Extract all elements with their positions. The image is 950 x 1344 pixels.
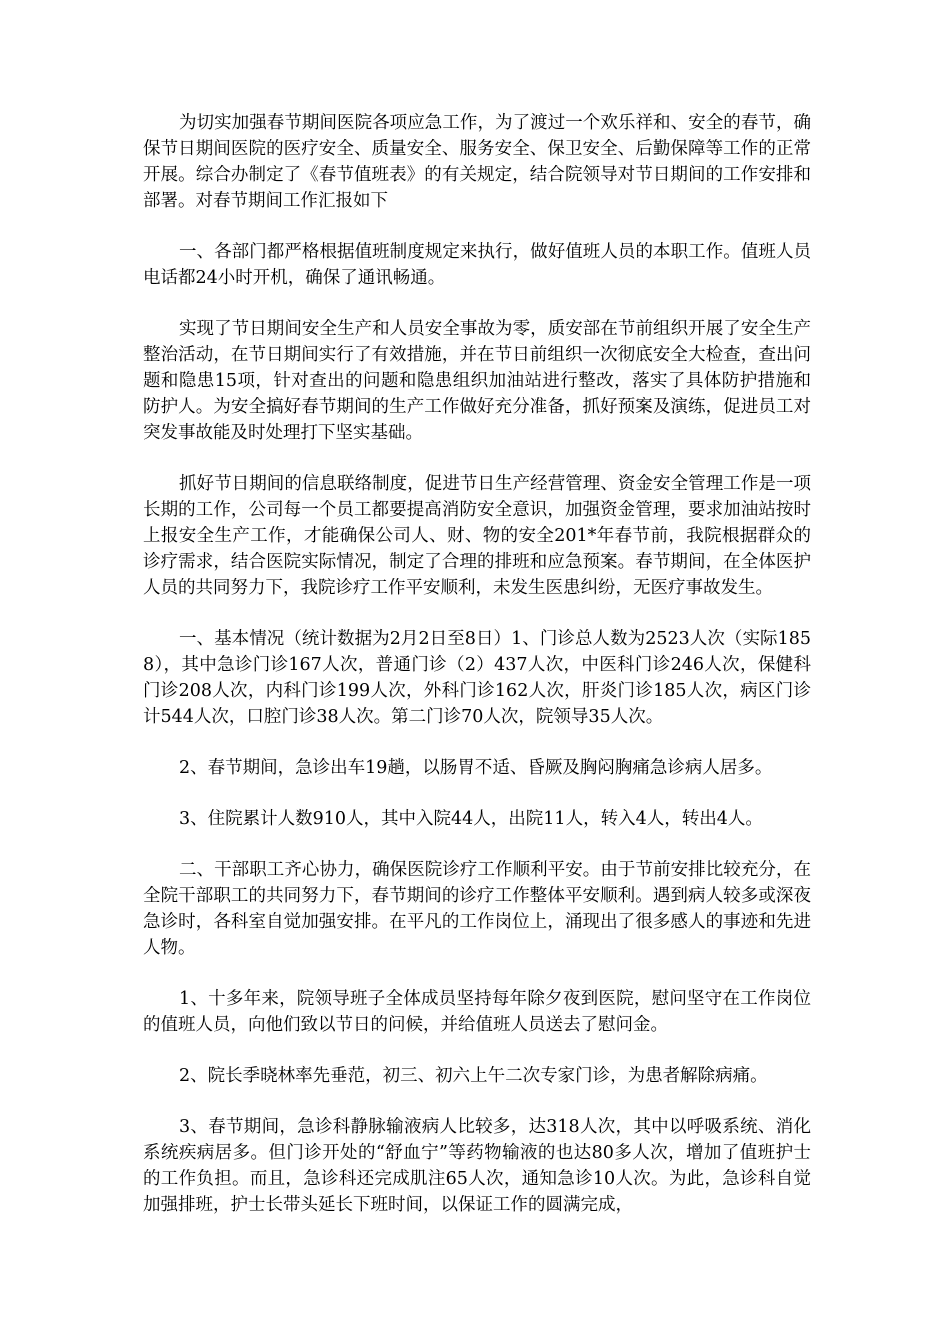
paragraph-leadership-visit: 1、十多年来，院领导班子全体成员坚持每年除夕夜到医院，慰问坚守在工作岗位的值班人员，向他们致以节日的问候，并给值班人员送去了慰问金。 — [143, 989, 811, 1035]
document-body — [143, 110, 811, 1243]
paragraph-information-liaison: 抓好节日期间的信息联络制度，促进节日生产经营管理、资金安全管理工作是一项长期的工作，公司每一个员工都要提高消防安全意识，加强资金管理，要求加油站按时上报安全生产工作，才能确保公司人、财、物的安全201*年春节前，我院根据群众的诊疗需求，结合医院实际情况，制定了合理的排班和应急预案。春节期间，在全体医护人员的共同努力下，我院诊疗工作平安顺利，未发生医患纠纷，无医疗事故发生。 — [143, 474, 811, 598]
paragraph-basic-statistics: 一、基本情况（统计数据为2月2日至8日）1、门诊总人数为2523人次（实际1858），其中急诊门诊167人次，普通门诊（2）437人次，中医科门诊246人次，保健科门诊208人次，内科门诊199人次，外科门诊162人次，肝炎门诊185人次，病区门诊计544人次，口腔门诊38人次。第二门诊70人次，院领导35人次。 — [143, 629, 811, 727]
paragraph-emergency-infusion: 3、春节期间，急诊科静脉输液病人比较多，达318人次，其中以呼吸系统、消化系统疾病居多。但门诊开处的“舒血宁”等药物输液的也达80多人次，增加了值班护士的工作负担。而且，急诊科还完成肌注65人次，通知急诊10人次。为此，急诊科自觉加强排班，护士长带头延长下班时间，以保证工作的圆满完成， — [143, 1117, 811, 1215]
paragraph-inpatient-totals: 3、住院累计人数910人，其中入院44人，出院11人，转入4人，转出4人。 — [179, 809, 763, 829]
paragraph-safety-production: 实现了节日期间安全生产和人员安全事故为零，质安部在节前组织开展了安全生产整治活动，在节日期间实行了有效措施，并在节日前组织一次彻底安全大检查，查出问题和隐患15项，针对查出的问题和隐患组织加油站进行整改，落实了具体防护措施和防护人。为安全搞好春节期间的生产工作做好充分准备，抓好预案及演练，促进员工对突发事故能及时处理打下坚实基础。 — [143, 319, 811, 443]
paragraph-intro: 为切实加强春节期间医院各项应急工作，为了渡过一个欢乐祥和、安全的春节，确保节日期间医院的医疗安全、质量安全、服务安全、保卫安全、后勤保障等工作的正常开展。综合办制定了《春节值班表》的有关规定，结合院领导对节日期间的工作安排和部署。对春节期间工作汇报如下 — [143, 113, 811, 211]
paragraph-emergency-trips: 2、春节期间，急诊出车19趟，以肠胃不适、昏厥及胸闷胸痛急诊病人居多。 — [179, 758, 773, 778]
paragraph-staff-cooperation: 二、干部职工齐心协力，确保医院诊疗工作顺利平安。由于节前安排比较充分，在全院干部职工的共同努力下，春节期间的诊疗工作整体平安顺利。遇到病人较多或深夜急诊时，各科室自觉加强安排。在平凡的工作岗位上，涌现出了很多感人的事迹和先进人物。 — [143, 860, 811, 958]
paragraph-expert-clinic: 2、院长季晓林率先垂范，初三、初六上午二次专家门诊，为患者解除病痛。 — [179, 1066, 768, 1086]
paragraph-duty-system: 一、各部门都严格根据值班制度规定来执行，做好值班人员的本职工作。值班人员电话都24小时开机，确保了通讯畅通。 — [143, 242, 811, 288]
